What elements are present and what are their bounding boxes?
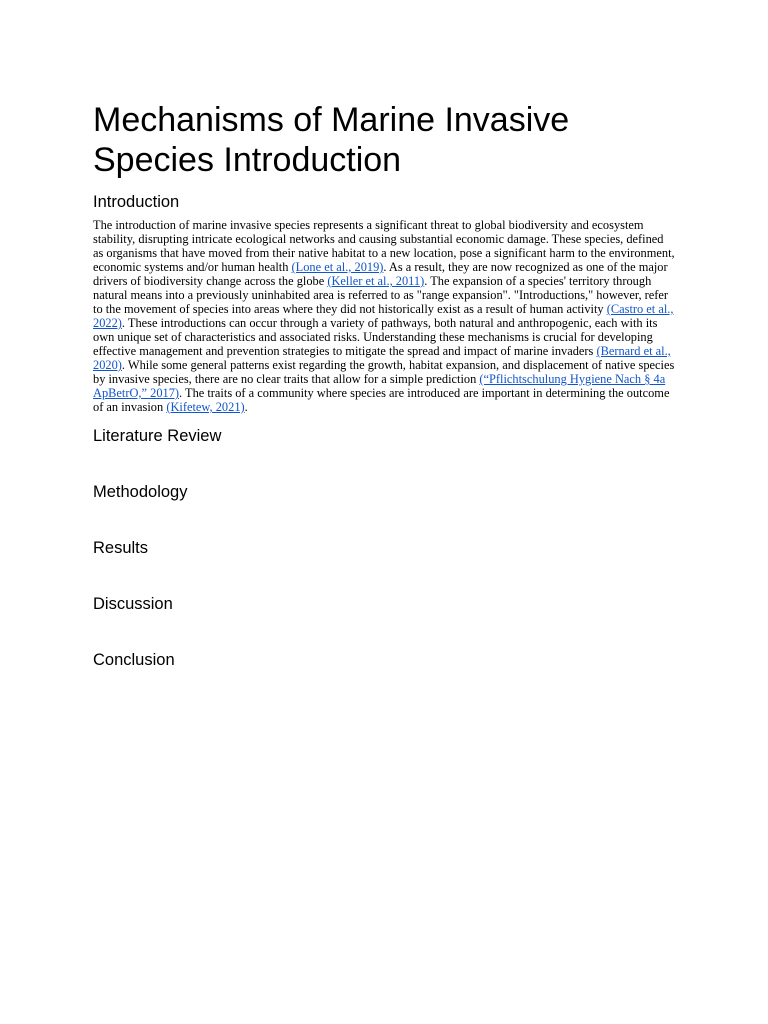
document-title: Mechanisms of Marine Invasive Species Introduction (93, 101, 570, 179)
heading-introduction: Introduction (93, 193, 180, 211)
heading-literature-review: Literature Review (93, 427, 222, 445)
citation-link-lone-2019[interactable]: (Lone et al., 2019) (291, 260, 384, 274)
paragraph-text: . The traits of a community where species are introduced are important in determining the outcome of an invasion (93, 386, 670, 414)
heading-discussion: Discussion (93, 595, 173, 613)
citation-link-castro-2022[interactable]: (Castro et al., 2022) (93, 302, 674, 330)
empty-section-body (93, 558, 675, 594)
citation-link-pflichtschulung-2017[interactable]: (“Pflichtschulung Hygiene Nach § 4a ApBetrO,” 2017) (93, 372, 666, 400)
heading-conclusion: Conclusion (93, 651, 175, 669)
empty-section-body (93, 502, 675, 538)
paragraph-text: . (244, 400, 248, 414)
citation-link-kifetew-2021[interactable]: (Kifetew, 2021) (166, 400, 245, 414)
paragraph-text: . As a result, they are now recognized as one of the major drivers of biodiversity change across the globe (93, 260, 668, 288)
paragraph-text: The introduction of marine invasive species represents a significant threat to global biodiversity and ecosystem stability, disrupting intricate ecological networks and causing substantial economic damage. These species, defined as organisms that have moved from their native habitat to a new location, pose a significant harm to the environment, economic systems and/or human health (93, 218, 675, 274)
citation-link-keller-2011[interactable]: (Keller et al., 2011) (327, 274, 425, 288)
paragraph-text: . These introductions can occur through a variety of pathways, both natural and anthropogenic, each with its own unique set of characteristics and associated risks. Understanding these mechanisms is crucial for developing effective management and prevention strategies to mitigate the spread and impact of marine invaders (93, 316, 658, 358)
introduction-paragraph (93, 218, 675, 414)
document-page (93, 100, 675, 670)
heading-results: Results (93, 539, 149, 557)
paragraph-text: . While some general patterns exist regarding the growth, habitat expansion, and displacement of native species by invasive species, there are no clear traits that allow for a simple prediction (93, 358, 675, 386)
empty-section-body (93, 614, 675, 650)
heading-methodology: Methodology (93, 483, 188, 501)
paragraph-text: . The expansion of a species' territory through natural means into a previously uninhabited area is referred to as "range expansion". "Introductions," however, refer to the movement of species into areas where they did not historically exist as a result of human activity (93, 274, 669, 316)
empty-section-body (93, 446, 675, 482)
citation-link-bernard-2020[interactable]: (Bernard et al., 2020) (93, 344, 671, 372)
